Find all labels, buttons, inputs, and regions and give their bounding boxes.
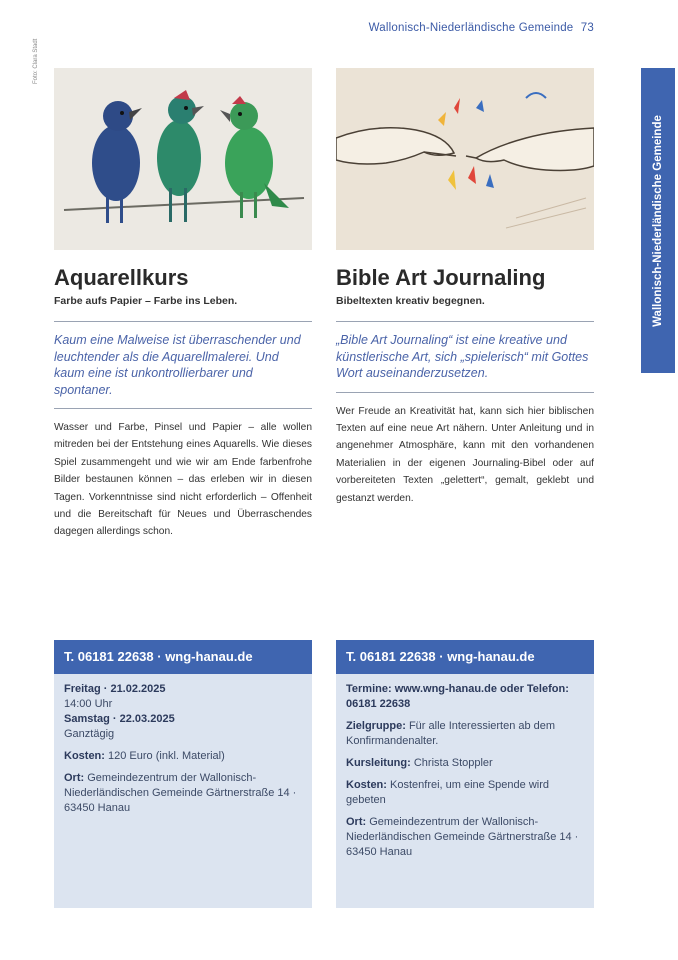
cost-block <box>346 778 584 808</box>
contact-heading: T. 06181 22638 · wng-hanau.de <box>336 640 594 674</box>
course-description: Wasser und Farbe, Pinsel und Papier – alle wollen mitreden bei der Entstehung eines Aquarells. Wie dieses Spiel zusammengeht und wie wir am Ende farbenfrohe Bilder bestaunen können – das erleben wir in diesen Tagen. Vorkenntnisse sind nicht erforderlich – Offenheit und die Bereitschaft für Neues und Überraschendes dagegen allerdings schon. <box>54 422 312 538</box>
place-value: Gemeindezentrum der Wallonisch-Niederländischen Gemeinde Gärtnerstraße 14 · 63450 Hanau <box>346 816 579 858</box>
place-label: Ort: <box>64 772 85 784</box>
group-label: Zielgruppe: <box>346 720 406 732</box>
page-number: 73 <box>580 22 594 34</box>
place-value: Gemeindezentrum der Wallonisch-Niederländischen Gemeinde Gärtnerstraße 14 · 63450 Hanau <box>64 772 297 814</box>
termine-text: Termine: www.wng-hanau.de oder Telefon: 06181 22638 <box>346 683 569 710</box>
course-intro: Kaum eine Malweise ist überraschender und leuchtender als die Aquarellmalerei. Und kaum eine ist unkontrollierbarer und spontaner. <box>54 333 301 397</box>
contact-heading: T. 06181 22638 · wng-hanau.de <box>54 640 312 674</box>
date2-time: Ganztägig <box>64 728 115 740</box>
lead-value: Christa Stoppler <box>413 757 493 769</box>
cost-label: Kosten: <box>64 750 105 762</box>
cost-value: Kostenfrei, um eine Spende wird gebeten <box>346 779 549 806</box>
side-section-tab <box>641 68 675 373</box>
divider <box>336 392 594 393</box>
divider <box>336 321 594 322</box>
creation-hands-image <box>336 68 594 250</box>
course-title: Aquarellkurs <box>54 265 189 290</box>
course-bible-art <box>336 68 594 507</box>
photo-credit: Foto: Clara Stadt <box>33 38 39 84</box>
divider <box>54 408 312 409</box>
date1-label: Freitag · 21.02.2025 <box>64 683 166 695</box>
cost-block <box>64 749 302 764</box>
group-value: Für alle Interessierten ab dem Konfirmandenalter. <box>346 720 556 747</box>
course-subtitle: Bibeltexten kreativ begegnen. <box>336 295 485 307</box>
side-tab-label: Wallonisch-Niederländische Gemeinde <box>652 114 664 327</box>
watercolor-birds-image <box>54 68 312 250</box>
divider <box>54 321 312 322</box>
group-block <box>346 719 584 749</box>
place-block <box>346 815 584 860</box>
place-label: Ort: <box>346 816 367 828</box>
lead-label: Kursleitung: <box>346 757 411 769</box>
cost-value: 120 Euro (inkl. Material) <box>108 750 225 762</box>
date2-label: Samstag · 22.03.2025 <box>64 713 175 725</box>
info-box-bible-art <box>336 640 594 908</box>
info-box-aquarell <box>54 640 312 908</box>
course-description: Wer Freude an Kreativität hat, kann sich hier biblischen Texten auf eine neue Art nähern. Unter Anleitung und in angenehmer Atmosphäre, kann mit den vorhandenen Materialien in der eigenen Journaling-Bibel oder auf vorbereiteten Texten „gelettert“, gemalt, geklebt und gestanzt werden. <box>336 405 594 504</box>
running-title: Wallonisch-Niederländische Gemeinde <box>368 22 574 34</box>
course-intro: „Bible Art Journaling“ ist eine kreative und künstlerische Art, sich „spielerisch“ mit Gottes Wort auseinanderzusetzen. <box>336 333 589 380</box>
place-block <box>64 771 302 816</box>
course-subtitle: Farbe aufs Papier – Farbe ins Leben. <box>54 295 238 307</box>
course-aquarell <box>54 68 312 541</box>
cost-label: Kosten: <box>346 779 387 791</box>
course-title: Bible Art Journaling <box>336 265 546 290</box>
running-header <box>369 22 594 34</box>
termine-block <box>346 682 584 712</box>
date-block <box>64 682 302 742</box>
date1-time: 14:00 Uhr <box>64 698 113 710</box>
lead-block <box>346 756 584 771</box>
